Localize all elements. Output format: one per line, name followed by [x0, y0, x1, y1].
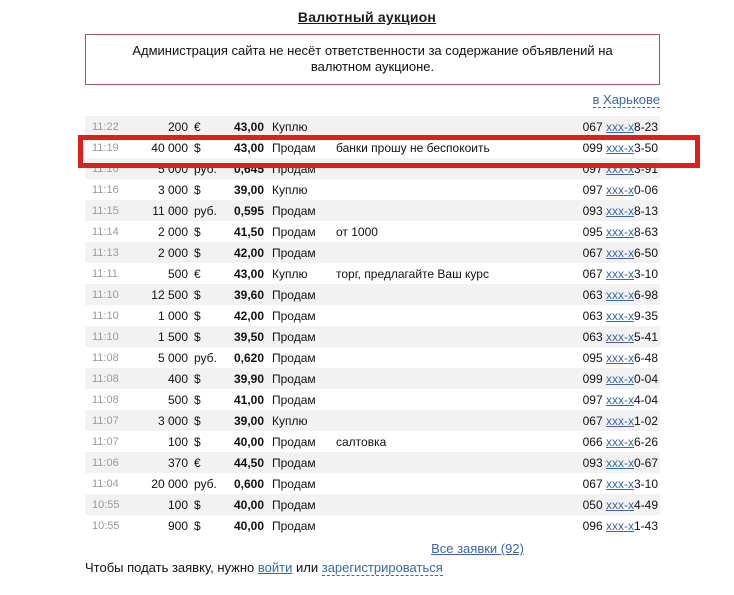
row-phone	[583, 204, 660, 218]
auction-row	[85, 494, 660, 515]
row-action: Продам	[272, 140, 316, 155]
auction-row	[85, 410, 660, 431]
row-rate: 42,00	[233, 308, 264, 323]
row-rate: 43,00	[233, 119, 264, 134]
phone-mask-link[interactable]: xxx-x	[605, 266, 634, 281]
auction-row	[85, 431, 660, 452]
row-rate: 43,00	[233, 266, 264, 281]
phone-mask-link[interactable]: xxx-x	[605, 203, 634, 218]
row-time: 11:07	[92, 414, 119, 427]
phone-prefix: 095	[582, 224, 606, 239]
row-amount: 20 000	[151, 476, 188, 491]
row-phone	[583, 435, 660, 449]
row-amount: 500	[167, 392, 188, 407]
row-amount: 40 000	[151, 140, 188, 155]
row-currency: $	[194, 371, 201, 386]
phone-mask-link[interactable]: xxx-x	[605, 350, 634, 365]
row-action: Куплю	[272, 413, 308, 428]
phone-mask-link[interactable]: xxx-x	[605, 413, 634, 428]
row-currency: руб.	[194, 476, 217, 491]
row-phone	[583, 309, 660, 323]
row-phone	[583, 330, 660, 344]
row-amount: 200	[167, 119, 188, 134]
row-currency: руб.	[194, 203, 217, 218]
currency-auction-page	[0, 9, 734, 575]
phone-suffix: 6-26	[633, 434, 658, 449]
phone-mask-link[interactable]: xxx-x	[605, 434, 634, 449]
phone-mask-link[interactable]: xxx-x	[605, 518, 634, 533]
row-phone	[583, 120, 660, 134]
auction-row	[85, 242, 660, 263]
phone-suffix: 0-04	[633, 371, 658, 386]
phone-suffix: 0-67	[633, 455, 658, 470]
row-phone	[583, 456, 660, 470]
row-amount: 100	[167, 497, 188, 512]
row-action: Куплю	[272, 266, 308, 281]
phone-prefix: 097	[582, 161, 606, 176]
row-amount: 5 000	[157, 350, 188, 365]
row-amount: 100	[167, 434, 188, 449]
phone-mask-link[interactable]: xxx-x	[605, 476, 634, 491]
row-rate: 44,50	[233, 455, 264, 470]
row-time: 11:10	[92, 330, 119, 343]
row-action: Продам	[272, 434, 316, 449]
row-currency: $	[194, 245, 201, 260]
phone-prefix: 097	[582, 392, 606, 407]
phone-mask-link[interactable]: xxx-x	[605, 287, 634, 302]
row-currency: $	[194, 392, 201, 407]
row-rate: 40,00	[233, 518, 264, 533]
row-time: 11:15	[92, 204, 119, 217]
row-action: Продам	[272, 518, 316, 533]
row-rate: 39,00	[233, 182, 264, 197]
row-amount: 2 000	[157, 224, 188, 239]
row-phone	[583, 372, 660, 386]
phone-suffix: 3-10	[633, 266, 658, 281]
row-rate: 0,595	[233, 203, 264, 218]
row-action: Продам	[272, 308, 316, 323]
row-action: Продам	[272, 392, 316, 407]
phone-suffix: 1-43	[633, 518, 658, 533]
phone-mask-link[interactable]: xxx-x	[605, 119, 634, 134]
phone-prefix: 067	[582, 245, 606, 260]
phone-suffix: 8-13	[633, 203, 658, 218]
city-link[interactable]: в Харькове	[592, 92, 660, 107]
phone-suffix: 1-02	[633, 413, 658, 428]
row-currency: $	[194, 287, 201, 302]
row-rate: 42,00	[233, 245, 264, 260]
auction-row	[85, 137, 660, 158]
row-amount: 11 000	[152, 203, 188, 218]
auction-row	[85, 473, 660, 494]
row-time: 11:04	[92, 477, 119, 490]
row-amount: 1 500	[157, 329, 188, 344]
phone-suffix: 6-48	[633, 350, 658, 365]
row-time: 11:08	[92, 393, 119, 406]
phone-mask-link[interactable]: xxx-x	[605, 182, 634, 197]
row-rate: 41,00	[233, 392, 264, 407]
row-amount: 3 000	[157, 413, 188, 428]
row-time: 11:22	[92, 120, 119, 133]
row-amount: 1 000	[157, 308, 188, 323]
row-action: Продам	[272, 455, 316, 470]
phone-suffix: 6-50	[633, 245, 658, 260]
row-time: 11:08	[92, 372, 119, 385]
phone-prefix: 067	[582, 266, 606, 281]
phone-mask-link[interactable]: xxx-x	[605, 140, 634, 155]
all-bids-row	[85, 541, 660, 558]
row-phone	[583, 498, 660, 512]
footer-prefix: Чтобы подать заявку, нужно	[85, 560, 255, 575]
row-action: Продам	[272, 497, 316, 512]
phone-suffix: 6-98	[633, 287, 658, 302]
auction-row	[85, 179, 660, 200]
phone-prefix: 093	[582, 203, 606, 218]
phone-suffix: 5-41	[633, 329, 658, 344]
row-currency: $	[194, 140, 201, 155]
row-action: Продам	[272, 287, 316, 302]
row-rate: 41,50	[233, 224, 264, 239]
row-time: 11:10	[92, 309, 119, 322]
phone-suffix: 3-10	[633, 476, 658, 491]
register-link[interactable]: зарегистрироваться	[321, 560, 443, 575]
row-currency: $	[194, 308, 201, 323]
auction-row	[85, 515, 660, 536]
row-phone	[583, 519, 660, 533]
phone-suffix: 3-50	[633, 140, 658, 155]
row-amount: 3 000	[157, 182, 188, 197]
row-phone	[583, 183, 660, 197]
phone-prefix: 067	[582, 119, 606, 134]
row-currency: руб.	[194, 350, 217, 365]
phone-prefix: 063	[582, 329, 606, 344]
row-time: 10:55	[92, 498, 120, 511]
row-comment: от 1000	[336, 224, 378, 239]
phone-prefix: 096	[582, 518, 606, 533]
row-currency: €	[194, 119, 201, 134]
row-currency: $	[194, 182, 201, 197]
auction-row	[85, 284, 660, 305]
phone-prefix: 095	[582, 350, 606, 365]
phone-prefix: 066	[582, 434, 606, 449]
row-action: Куплю	[272, 182, 308, 197]
row-time: 11:10	[92, 288, 119, 301]
row-action: Продам	[272, 371, 316, 386]
phone-mask-link[interactable]: xxx-x	[605, 224, 634, 239]
row-phone	[583, 246, 660, 260]
row-phone	[583, 351, 660, 365]
phone-suffix: 8-23	[633, 119, 658, 134]
row-action: Продам	[272, 476, 316, 491]
phone-suffix: 4-04	[633, 392, 658, 407]
row-currency: $	[194, 497, 201, 512]
row-amount: 2 000	[157, 245, 188, 260]
row-rate: 0,620	[233, 350, 264, 365]
row-time: 11:14	[92, 225, 119, 238]
auction-row	[85, 347, 660, 368]
auction-row	[85, 305, 660, 326]
row-phone	[583, 393, 660, 407]
row-rate: 39,00	[233, 413, 264, 428]
phone-prefix: 063	[582, 308, 606, 323]
row-action: Куплю	[272, 119, 308, 134]
row-time: 11:06	[92, 456, 119, 469]
auction-row	[85, 326, 660, 347]
footer-note	[85, 560, 660, 575]
row-rate: 39,50	[233, 329, 264, 344]
row-currency: $	[194, 413, 201, 428]
row-rate: 0,645	[233, 161, 264, 176]
auction-row	[85, 263, 660, 284]
row-amount: 900	[167, 518, 188, 533]
disclaimer-box	[85, 34, 660, 85]
row-action: Продам	[272, 203, 316, 218]
row-amount: 12 500	[151, 287, 188, 302]
row-currency: €	[194, 266, 201, 281]
phone-mask-link[interactable]: xxx-x	[605, 497, 634, 512]
row-phone	[583, 477, 660, 491]
all-bids-link[interactable]: Все заявки (92)	[431, 541, 524, 556]
row-action: Продам	[272, 350, 316, 365]
auction-row	[85, 389, 660, 410]
row-time: 10:55	[92, 519, 120, 532]
auction-row	[85, 221, 660, 242]
phone-suffix: 0-06	[633, 182, 658, 197]
auction-row	[85, 368, 660, 389]
phone-suffix: 9-35	[633, 308, 658, 323]
phone-suffix: 4-49	[633, 497, 658, 512]
row-currency: $	[194, 329, 201, 344]
auction-row	[85, 452, 660, 473]
row-time: 11:16	[92, 183, 119, 196]
phone-prefix: 067	[582, 413, 606, 428]
row-phone	[583, 267, 660, 281]
row-phone	[583, 141, 660, 155]
row-time: 11:19	[92, 141, 119, 154]
row-action: Продам	[272, 224, 316, 239]
row-action: Продам	[272, 161, 316, 176]
footer-conjunction: или	[296, 560, 319, 575]
phone-mask-link[interactable]: xxx-x	[605, 455, 634, 470]
disclaimer-text: Администрация сайта не несёт ответственности за содержание объявлений на валютном аукционе.	[132, 43, 613, 74]
auction-row	[85, 158, 660, 179]
row-action: Продам	[272, 329, 316, 344]
auction-row	[85, 200, 660, 221]
phone-prefix: 099	[582, 140, 606, 155]
row-amount: 5 000	[157, 161, 188, 176]
auction-table	[85, 116, 660, 536]
page-title: Валютный аукцион	[297, 9, 437, 25]
row-phone	[583, 414, 660, 428]
row-currency: руб.	[194, 161, 217, 176]
row-time: 11:11	[92, 267, 118, 280]
row-rate: 0,600	[233, 476, 264, 491]
row-comment: салтовка	[336, 434, 387, 449]
row-phone	[583, 288, 660, 302]
phone-mask-link[interactable]: xxx-x	[605, 161, 634, 176]
row-phone	[583, 162, 660, 176]
city-row	[85, 92, 660, 109]
row-time: 11:08	[92, 351, 119, 364]
row-rate: 39,60	[233, 287, 264, 302]
row-rate: 40,00	[233, 434, 264, 449]
phone-prefix: 093	[582, 455, 606, 470]
phone-prefix: 050	[582, 497, 606, 512]
row-rate: 39,90	[233, 371, 264, 386]
row-amount: 370	[167, 455, 188, 470]
row-currency: $	[194, 224, 201, 239]
row-rate: 40,00	[233, 497, 264, 512]
phone-mask-link[interactable]: xxx-x	[605, 308, 634, 323]
row-rate: 43,00	[233, 140, 264, 155]
row-action: Продам	[272, 245, 316, 260]
row-comment: банки прошу не беспокоить	[336, 140, 490, 155]
row-currency: €	[194, 455, 201, 470]
row-time: 11:07	[92, 435, 119, 448]
auction-row	[85, 116, 660, 137]
phone-mask-link[interactable]: xxx-x	[605, 392, 634, 407]
phone-suffix: 8-63	[633, 224, 658, 239]
row-time: 11:16	[92, 162, 119, 175]
row-currency: $	[194, 434, 201, 449]
row-currency: $	[194, 518, 201, 533]
login-link[interactable]: войти	[257, 560, 293, 575]
phone-mask-link[interactable]: xxx-x	[605, 245, 634, 260]
row-comment: торг, предлагайте Ваш курс	[336, 266, 489, 281]
phone-suffix: 3-91	[633, 161, 658, 176]
row-amount: 500	[167, 266, 188, 281]
phone-prefix: 063	[582, 287, 606, 302]
phone-mask-link[interactable]: xxx-x	[605, 371, 634, 386]
row-amount: 400	[167, 371, 188, 386]
phone-prefix: 067	[582, 476, 606, 491]
phone-prefix: 099	[582, 371, 606, 386]
row-time: 11:13	[92, 246, 119, 259]
phone-mask-link[interactable]: xxx-x	[605, 329, 634, 344]
row-phone	[583, 225, 660, 239]
phone-prefix: 097	[582, 182, 606, 197]
